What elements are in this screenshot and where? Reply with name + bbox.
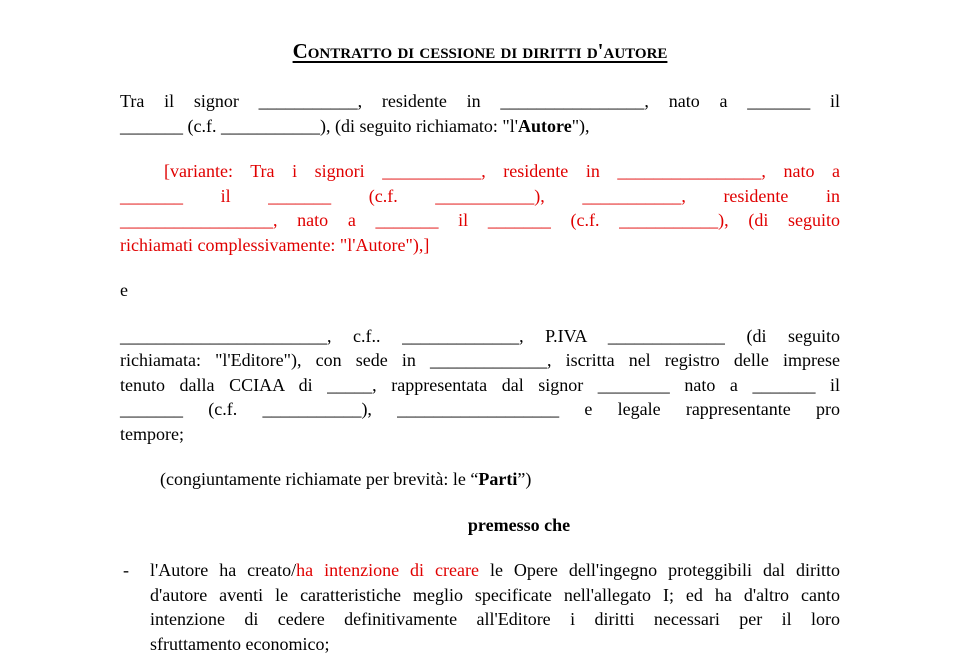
text-run: (congiuntamente richiamate per brevità: le “ <box>160 469 479 489</box>
text-line <box>120 278 840 303</box>
text-line <box>150 607 840 632</box>
text-run: _______________________, c.f.. _____________, P.IVA _____________ (di seguito <box>120 325 840 346</box>
red-text-run: ha intenzione di creare <box>296 560 479 580</box>
text-line <box>120 159 840 184</box>
document-title-text: Contratto di cessione di diritti d'autore <box>292 39 668 63</box>
paragraph-author-intro <box>120 89 840 138</box>
paragraph-conjunction-e <box>120 278 840 303</box>
text-line <box>120 233 840 258</box>
document-body <box>120 89 840 656</box>
paragraph-variant-two-authors <box>120 159 840 257</box>
text-run: l'Autore ha creato/ <box>150 560 297 580</box>
text-run: Tra il signor ___________, residente in ________________, nato a _______ il <box>120 91 840 111</box>
text-line <box>120 114 840 139</box>
text-run: Parti <box>478 469 518 489</box>
text-run: Autore <box>518 115 572 136</box>
text-run: d'autore aventi le caratteristiche meglio specificate nell'allegato I; ed ha d'altro canto <box>150 584 840 605</box>
text-line <box>120 89 840 114</box>
text-line <box>120 467 840 492</box>
text-run: le Opere dell'ingegno proteggibili dal diritto <box>478 560 841 580</box>
text-run: premesso che <box>467 514 571 535</box>
text-line <box>120 397 840 422</box>
paragraph-publisher-intro <box>120 324 840 447</box>
text-line <box>120 184 840 209</box>
text-run: intenzione di cedere definitivamente all'Editore i diritti necessari per il loro <box>150 609 840 629</box>
text-run: tenuto dalla CCIAA di _____, rappresentata dal signor ________ nato a _______ il <box>120 374 840 395</box>
list-dash: - <box>123 560 129 580</box>
text-run: [variante: Tra i signori ___________, residente in ________________, nato a <box>164 161 840 181</box>
text-line <box>150 558 840 583</box>
text-line <box>120 208 840 233</box>
text-line <box>150 632 840 657</box>
paragraph-parties-brevity <box>120 467 840 492</box>
document-title <box>120 38 840 65</box>
text-run: _________________, nato a _______ il _______ (c.f. ___________), (di seguito <box>120 210 840 230</box>
paragraph-premesso-che <box>120 513 840 538</box>
text-line <box>120 348 840 373</box>
text-line <box>120 324 840 349</box>
text-run: _______ (c.f. ___________), __________________ e legale rappresentante pro <box>120 399 840 419</box>
text-run: e <box>120 280 128 300</box>
text-run: richiamati complessivamente: "l'Autore"),] <box>120 234 430 255</box>
text-line <box>198 513 840 538</box>
text-run: richiamata: "l'Editore"), con sede in _____________, iscritta nel registro delle imprese <box>120 350 840 370</box>
text-run: tempore; <box>120 423 184 444</box>
text-run: "), <box>571 115 590 136</box>
text-run: sfruttamento economico; <box>150 633 330 654</box>
text-run: _______ il _______ (c.f. ___________), ___________, residente in <box>120 185 840 206</box>
list-item-recital-1 <box>120 558 840 656</box>
text-line <box>120 422 840 447</box>
text-run: _______ (c.f. ___________), (di seguito richiamato: "l' <box>120 115 519 136</box>
text-run: ”) <box>517 469 532 489</box>
text-line <box>120 373 840 398</box>
text-line <box>150 583 840 608</box>
